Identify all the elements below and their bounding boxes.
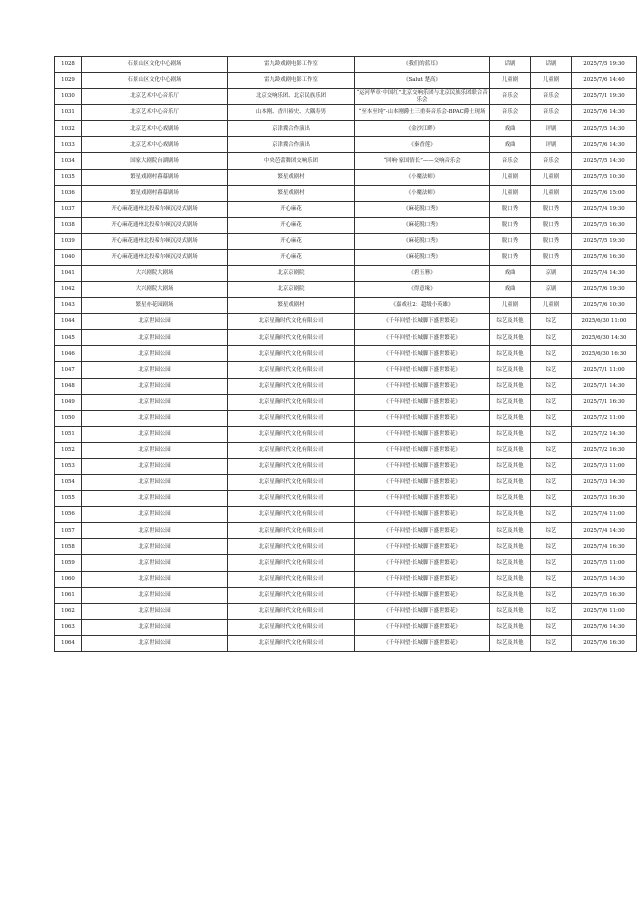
show-time-cell: 2025/7/4 11:00 (572, 507, 637, 523)
venue-cell: 北京世园公园 (82, 571, 228, 587)
venue-cell: 北京世园公园 (82, 619, 228, 635)
organizer-cell: 北京星瀚时代文化有限公司 (228, 426, 355, 442)
show-time-cell: 2025/7/2 16:30 (572, 442, 637, 458)
organizer-cell: 北京交响乐团、北京民族乐团 (228, 89, 355, 105)
table-row (55, 475, 637, 491)
show-title-cell: “至本至纯”-山本刚爵士三重奏音乐会-BPAC爵士现场 (355, 105, 490, 121)
table-row (55, 635, 637, 651)
row-number-cell: 1031 (55, 105, 82, 121)
row-number-cell: 1047 (55, 362, 82, 378)
venue-cell: 北京世园公园 (82, 491, 228, 507)
show-time-cell: 2025/7/6 11:00 (572, 603, 637, 619)
row-number-cell: 1039 (55, 233, 82, 249)
venue-cell: 北京世园公园 (82, 314, 228, 330)
subcategory-cell: 儿童剧 (531, 169, 572, 185)
show-time-cell: 2025/7/6 14:30 (572, 105, 637, 121)
show-time-cell: 2025/7/5 11:00 (572, 555, 637, 571)
organizer-cell: 北京星瀚时代文化有限公司 (228, 635, 355, 651)
category-cell: 综艺及其他 (490, 378, 531, 394)
subcategory-cell: 音乐会 (531, 105, 572, 121)
venue-cell: 北京世园公园 (82, 394, 228, 410)
category-cell: 综艺及其他 (490, 458, 531, 474)
row-number-cell: 1036 (55, 185, 82, 201)
show-title-cell: “回响·家国情长”——交响音乐会 (355, 153, 490, 169)
show-title-cell: 《千年回望·长城脚下盛世繁花》 (355, 458, 490, 474)
category-cell: 脱口秀 (490, 217, 531, 233)
show-title-cell: 《金沙江畔》 (355, 121, 490, 137)
document-page (54, 56, 627, 652)
organizer-cell: 京津冀合作演出 (228, 121, 355, 137)
category-cell: 综艺及其他 (490, 330, 531, 346)
show-title-cell: 《千年回望·长城脚下盛世繁花》 (355, 507, 490, 523)
show-title-cell: 《千年回望·长城脚下盛世繁花》 (355, 587, 490, 603)
category-cell: 综艺及其他 (490, 475, 531, 491)
subcategory-cell: 综艺 (531, 442, 572, 458)
show-time-cell: 2025/7/3 11:00 (572, 458, 637, 474)
venue-cell: 北京世园公园 (82, 346, 228, 362)
subcategory-cell: 综艺 (531, 458, 572, 474)
show-time-cell: 2025/7/6 16:30 (572, 249, 637, 265)
category-cell: 儿童剧 (490, 298, 531, 314)
show-time-cell: 2025/6/30 11:00 (572, 314, 637, 330)
venue-cell: 北京世园公园 (82, 507, 228, 523)
organizer-cell: 北京星瀚时代文化有限公司 (228, 330, 355, 346)
venue-cell: 石景山区文化中心剧场 (82, 57, 228, 73)
show-title-cell: 《麻花脱口秀》 (355, 233, 490, 249)
category-cell: 综艺及其他 (490, 571, 531, 587)
category-cell: 综艺及其他 (490, 619, 531, 635)
subcategory-cell: 音乐会 (531, 153, 572, 169)
subcategory-cell: 综艺 (531, 426, 572, 442)
venue-cell: 开心麻花通州北投希尔顿沉浸式剧场 (82, 201, 228, 217)
table-row (55, 89, 637, 105)
show-title-cell: 《千年回望·长城脚下盛世繁花》 (355, 603, 490, 619)
venue-cell: 大兴剧院大剧场 (82, 282, 228, 298)
row-number-cell: 1035 (55, 169, 82, 185)
subcategory-cell: 脱口秀 (531, 249, 572, 265)
show-title-cell: 《千年回望·长城脚下盛世繁花》 (355, 314, 490, 330)
subcategory-cell: 音乐会 (531, 89, 572, 105)
subcategory-cell: 综艺 (531, 603, 572, 619)
row-number-cell: 1043 (55, 298, 82, 314)
category-cell: 脱口秀 (490, 249, 531, 265)
category-cell: 戏曲 (490, 121, 531, 137)
subcategory-cell: 综艺 (531, 314, 572, 330)
subcategory-cell: 综艺 (531, 378, 572, 394)
table-row (55, 282, 637, 298)
show-time-cell: 2025/7/4 14:30 (572, 266, 637, 282)
table-row (55, 507, 637, 523)
organizer-cell: 北京星瀚时代文化有限公司 (228, 314, 355, 330)
show-time-cell: 2025/7/6 15:00 (572, 185, 637, 201)
show-title-cell: 《千年回望·长城脚下盛世繁花》 (355, 330, 490, 346)
show-title-cell: 《千年回望·长城脚下盛世繁花》 (355, 635, 490, 651)
table-row (55, 587, 637, 603)
venue-cell: 繁星戏剧村暮幕剧场 (82, 169, 228, 185)
organizer-cell: 北京星瀚时代文化有限公司 (228, 619, 355, 635)
venue-cell: 开心麻花通州北投希尔顿沉浸式剧场 (82, 217, 228, 233)
venue-cell: 北京世园公园 (82, 635, 228, 651)
row-number-cell: 1032 (55, 121, 82, 137)
table-row (55, 442, 637, 458)
show-time-cell: 2025/7/6 14:40 (572, 73, 637, 89)
show-title-cell: 《千年回望·长城脚下盛世繁花》 (355, 555, 490, 571)
category-cell: 综艺及其他 (490, 314, 531, 330)
subcategory-cell: 综艺 (531, 330, 572, 346)
show-title-cell: 《麻花脱口秀》 (355, 249, 490, 265)
row-number-cell: 1063 (55, 619, 82, 635)
table-row (55, 57, 637, 73)
organizer-cell: 中央芭蕾舞团交响乐团 (228, 153, 355, 169)
category-cell: 戏曲 (490, 137, 531, 153)
row-number-cell: 1049 (55, 394, 82, 410)
table-row (55, 555, 637, 571)
row-number-cell: 1052 (55, 442, 82, 458)
show-title-cell: 《千年回望·长城脚下盛世繁花》 (355, 378, 490, 394)
organizer-cell: 山本刚、香川裕史、大隅寿男 (228, 105, 355, 121)
show-title-cell: “运河华章·中国红”北京交响乐团与北京民族乐团联合音乐会 (355, 89, 490, 105)
organizer-cell: 北京星瀚时代文化有限公司 (228, 346, 355, 362)
row-number-cell: 1059 (55, 555, 82, 571)
category-cell: 综艺及其他 (490, 539, 531, 555)
category-cell: 儿童剧 (490, 73, 531, 89)
venue-cell: 繁星戏剧村暮幕剧场 (82, 185, 228, 201)
venue-cell: 北京世园公园 (82, 330, 228, 346)
show-time-cell: 2025/7/4 19:30 (572, 201, 637, 217)
category-cell: 综艺及其他 (490, 555, 531, 571)
venue-cell: 北京艺术中心音乐厅 (82, 105, 228, 121)
organizer-cell: 开心麻花 (228, 249, 355, 265)
subcategory-cell: 儿童剧 (531, 185, 572, 201)
subcategory-cell: 脱口秀 (531, 201, 572, 217)
venue-cell: 北京世园公园 (82, 410, 228, 426)
row-number-cell: 1045 (55, 330, 82, 346)
venue-cell: 北京世园公园 (82, 523, 228, 539)
subcategory-cell: 综艺 (531, 571, 572, 587)
show-title-cell: 《碧玉簪》 (355, 266, 490, 282)
organizer-cell: 开心麻花 (228, 217, 355, 233)
table-row (55, 394, 637, 410)
row-number-cell: 1040 (55, 249, 82, 265)
category-cell: 戏曲 (490, 266, 531, 282)
subcategory-cell: 综艺 (531, 507, 572, 523)
category-cell: 综艺及其他 (490, 426, 531, 442)
venue-cell: 北京世园公园 (82, 378, 228, 394)
venue-cell: 北京世园公园 (82, 426, 228, 442)
show-title-cell: 《千年回望·长城脚下盛世繁花》 (355, 523, 490, 539)
row-number-cell: 1037 (55, 201, 82, 217)
venue-cell: 北京世园公园 (82, 539, 228, 555)
subcategory-cell: 综艺 (531, 491, 572, 507)
category-cell: 音乐会 (490, 89, 531, 105)
show-time-cell: 2025/7/1 11:00 (572, 362, 637, 378)
subcategory-cell: 综艺 (531, 539, 572, 555)
venue-cell: 石景山区文化中心剧场 (82, 73, 228, 89)
category-cell: 综艺及其他 (490, 410, 531, 426)
table-row (55, 346, 637, 362)
show-time-cell: 2025/7/1 16:30 (572, 394, 637, 410)
organizer-cell: 北京京剧院 (228, 282, 355, 298)
show-title-cell: 《千年回望·长城脚下盛世繁花》 (355, 619, 490, 635)
show-time-cell: 2025/6/30 16:30 (572, 346, 637, 362)
table-row (55, 137, 637, 153)
category-cell: 综艺及其他 (490, 507, 531, 523)
category-cell: 综艺及其他 (490, 603, 531, 619)
category-cell: 戏曲 (490, 282, 531, 298)
subcategory-cell: 综艺 (531, 362, 572, 378)
show-time-cell: 2025/7/2 14:30 (572, 426, 637, 442)
organizer-cell: 繁星戏剧村 (228, 169, 355, 185)
row-number-cell: 1030 (55, 89, 82, 105)
organizer-cell: 北京星瀚时代文化有限公司 (228, 378, 355, 394)
organizer-cell: 北京星瀚时代文化有限公司 (228, 475, 355, 491)
category-cell: 综艺及其他 (490, 362, 531, 378)
table-row (55, 603, 637, 619)
show-title-cell: 《麻花脱口秀》 (355, 217, 490, 233)
row-number-cell: 1060 (55, 571, 82, 587)
organizer-cell: 北京星瀚时代文化有限公司 (228, 362, 355, 378)
organizer-cell: 北京星瀚时代文化有限公司 (228, 442, 355, 458)
organizer-cell: 北京星瀚时代文化有限公司 (228, 587, 355, 603)
category-cell: 儿童剧 (490, 185, 531, 201)
subcategory-cell: 综艺 (531, 635, 572, 651)
show-time-cell: 2025/7/1 14:30 (572, 378, 637, 394)
table-row (55, 523, 637, 539)
organizer-cell: 开心麻花 (228, 201, 355, 217)
table-row (55, 458, 637, 474)
table-row (55, 619, 637, 635)
row-number-cell: 1056 (55, 507, 82, 523)
table-row (55, 121, 637, 137)
show-time-cell: 2025/7/4 14:30 (572, 523, 637, 539)
table-row (55, 571, 637, 587)
category-cell: 综艺及其他 (490, 346, 531, 362)
row-number-cell: 1054 (55, 475, 82, 491)
show-time-cell: 2025/7/6 14:30 (572, 137, 637, 153)
subcategory-cell: 评剧 (531, 137, 572, 153)
organizer-cell: 北京星瀚时代文化有限公司 (228, 410, 355, 426)
table-row (55, 410, 637, 426)
venue-cell: 国家大剧院台湖剧场 (82, 153, 228, 169)
show-time-cell: 2025/7/2 11:00 (572, 410, 637, 426)
subcategory-cell: 话剧 (531, 57, 572, 73)
category-cell: 脱口秀 (490, 201, 531, 217)
category-cell: 儿童剧 (490, 169, 531, 185)
show-time-cell: 2025/7/6 16:30 (572, 635, 637, 651)
show-title-cell: 《秦香莲》 (355, 137, 490, 153)
row-number-cell: 1029 (55, 73, 82, 89)
category-cell: 综艺及其他 (490, 587, 531, 603)
category-cell: 脱口秀 (490, 233, 531, 249)
subcategory-cell: 综艺 (531, 346, 572, 362)
show-time-cell: 2025/7/6 19:30 (572, 282, 637, 298)
venue-cell: 北京世园公园 (82, 587, 228, 603)
table-row (55, 266, 637, 282)
show-title-cell: 《千年回望·长城脚下盛世繁花》 (355, 475, 490, 491)
subcategory-cell: 综艺 (531, 475, 572, 491)
organizer-cell: 开心麻花 (228, 233, 355, 249)
row-number-cell: 1055 (55, 491, 82, 507)
venue-cell: 北京艺术中心戏剧场 (82, 121, 228, 137)
table-row (55, 378, 637, 394)
category-cell: 综艺及其他 (490, 635, 531, 651)
row-number-cell: 1042 (55, 282, 82, 298)
organizer-cell: 雷九龄戏剧电影工作室 (228, 73, 355, 89)
subcategory-cell: 综艺 (531, 555, 572, 571)
venue-cell: 开心麻花通州北投希尔顿沉浸式剧场 (82, 249, 228, 265)
show-time-cell: 2025/7/5 19:30 (572, 57, 637, 73)
row-number-cell: 1057 (55, 523, 82, 539)
show-title-cell: 《小魔法师》 (355, 169, 490, 185)
show-time-cell: 2025/6/30 14:30 (572, 330, 637, 346)
show-time-cell: 2025/7/5 19:30 (572, 233, 637, 249)
subcategory-cell: 脱口秀 (531, 233, 572, 249)
show-time-cell: 2025/7/5 14:30 (572, 153, 637, 169)
venue-cell: 北京世园公园 (82, 442, 228, 458)
subcategory-cell: 综艺 (531, 619, 572, 635)
venue-cell: 北京世园公园 (82, 555, 228, 571)
venue-cell: 大兴剧院大剧场 (82, 266, 228, 282)
show-title-cell: 《千年回望·长城脚下盛世繁花》 (355, 426, 490, 442)
subcategory-cell: 综艺 (531, 394, 572, 410)
show-time-cell: 2025/7/5 10:30 (572, 169, 637, 185)
organizer-cell: 繁星戏剧村 (228, 298, 355, 314)
row-number-cell: 1034 (55, 153, 82, 169)
subcategory-cell: 综艺 (531, 523, 572, 539)
show-time-cell: 2025/7/5 14:30 (572, 571, 637, 587)
organizer-cell: 北京星瀚时代文化有限公司 (228, 458, 355, 474)
row-number-cell: 1062 (55, 603, 82, 619)
show-time-cell: 2025/7/3 16:30 (572, 491, 637, 507)
subcategory-cell: 儿童剧 (531, 73, 572, 89)
table-row (55, 314, 637, 330)
subcategory-cell: 综艺 (531, 410, 572, 426)
table-row (55, 539, 637, 555)
table-row (55, 362, 637, 378)
organizer-cell: 北京星瀚时代文化有限公司 (228, 523, 355, 539)
table-row (55, 233, 637, 249)
table-row (55, 491, 637, 507)
row-number-cell: 1041 (55, 266, 82, 282)
table-row (55, 185, 637, 201)
show-title-cell: 《千年回望·长城脚下盛世繁花》 (355, 491, 490, 507)
venue-cell: 开心麻花通州北投希尔顿沉浸式剧场 (82, 233, 228, 249)
table-row (55, 298, 637, 314)
show-title-cell: 《千年回望·长城脚下盛世繁花》 (355, 394, 490, 410)
organizer-cell: 繁星戏剧村 (228, 185, 355, 201)
organizer-cell: 北京星瀚时代文化有限公司 (228, 571, 355, 587)
venue-cell: 北京世园公园 (82, 458, 228, 474)
show-time-cell: 2025/7/4 16:30 (572, 539, 637, 555)
category-cell: 综艺及其他 (490, 442, 531, 458)
organizer-cell: 京津冀合作演出 (228, 137, 355, 153)
show-title-cell: 《千年回望·长城脚下盛世繁花》 (355, 539, 490, 555)
show-title-cell: 《Salut 楚高》 (355, 73, 490, 89)
organizer-cell: 北京星瀚时代文化有限公司 (228, 507, 355, 523)
table-row (55, 330, 637, 346)
table-row (55, 201, 637, 217)
row-number-cell: 1044 (55, 314, 82, 330)
subcategory-cell: 评剧 (531, 121, 572, 137)
show-title-cell: 《千年回望·长城脚下盛世繁花》 (355, 346, 490, 362)
row-number-cell: 1050 (55, 410, 82, 426)
subcategory-cell: 京剧 (531, 282, 572, 298)
table-row (55, 249, 637, 265)
organizer-cell: 北京京剧院 (228, 266, 355, 282)
show-time-cell: 2025/7/5 16:30 (572, 217, 637, 233)
category-cell: 音乐会 (490, 153, 531, 169)
row-number-cell: 1033 (55, 137, 82, 153)
row-number-cell: 1046 (55, 346, 82, 362)
show-title-cell: 《嘉戏社2：超级小英雄》 (355, 298, 490, 314)
show-time-cell: 2025/7/6 10:30 (572, 298, 637, 314)
subcategory-cell: 京剧 (531, 266, 572, 282)
table-row (55, 217, 637, 233)
show-title-cell: 《千年回望·长城脚下盛世繁花》 (355, 442, 490, 458)
table-row (55, 105, 637, 121)
subcategory-cell: 脱口秀 (531, 217, 572, 233)
organizer-cell: 北京星瀚时代文化有限公司 (228, 555, 355, 571)
venue-cell: 北京世园公园 (82, 603, 228, 619)
venue-cell: 北京世园公园 (82, 475, 228, 491)
show-time-cell: 2025/7/1 19:30 (572, 89, 637, 105)
show-time-cell: 2025/7/5 14:30 (572, 121, 637, 137)
subcategory-cell: 儿童剧 (531, 298, 572, 314)
table-row (55, 153, 637, 169)
row-number-cell: 1064 (55, 635, 82, 651)
organizer-cell: 雷九龄戏剧电影工作室 (228, 57, 355, 73)
row-number-cell: 1058 (55, 539, 82, 555)
row-number-cell: 1061 (55, 587, 82, 603)
venue-cell: 北京世园公园 (82, 362, 228, 378)
category-cell: 音乐会 (490, 105, 531, 121)
show-title-cell: 《千年回望·长城脚下盛世繁花》 (355, 362, 490, 378)
venue-cell: 北京艺术中心戏剧场 (82, 137, 228, 153)
table-row (55, 73, 637, 89)
performance-table-body (55, 57, 637, 652)
show-title-cell: 《千年回望·长城脚下盛世繁花》 (355, 410, 490, 426)
organizer-cell: 北京星瀚时代文化有限公司 (228, 539, 355, 555)
table-row (55, 169, 637, 185)
category-cell: 综艺及其他 (490, 523, 531, 539)
category-cell: 话剧 (490, 57, 531, 73)
organizer-cell: 北京星瀚时代文化有限公司 (228, 394, 355, 410)
row-number-cell: 1038 (55, 217, 82, 233)
show-title-cell: 《我们的蓝耳》 (355, 57, 490, 73)
row-number-cell: 1051 (55, 426, 82, 442)
show-time-cell: 2025/7/6 14:30 (572, 619, 637, 635)
show-title-cell: 《得意缘》 (355, 282, 490, 298)
category-cell: 综艺及其他 (490, 491, 531, 507)
row-number-cell: 1028 (55, 57, 82, 73)
show-time-cell: 2025/7/5 16:30 (572, 587, 637, 603)
show-title-cell: 《小魔法师》 (355, 185, 490, 201)
show-time-cell: 2025/7/3 14:30 (572, 475, 637, 491)
subcategory-cell: 综艺 (531, 587, 572, 603)
row-number-cell: 1053 (55, 458, 82, 474)
table-row (55, 426, 637, 442)
row-number-cell: 1048 (55, 378, 82, 394)
category-cell: 综艺及其他 (490, 394, 531, 410)
venue-cell: 北京艺术中心音乐厅 (82, 89, 228, 105)
performance-table (54, 56, 637, 652)
venue-cell: 繁星亦花园剧场 (82, 298, 228, 314)
organizer-cell: 北京星瀚时代文化有限公司 (228, 603, 355, 619)
show-title-cell: 《千年回望·长城脚下盛世繁花》 (355, 571, 490, 587)
organizer-cell: 北京星瀚时代文化有限公司 (228, 491, 355, 507)
show-title-cell: 《麻花脱口秀》 (355, 201, 490, 217)
